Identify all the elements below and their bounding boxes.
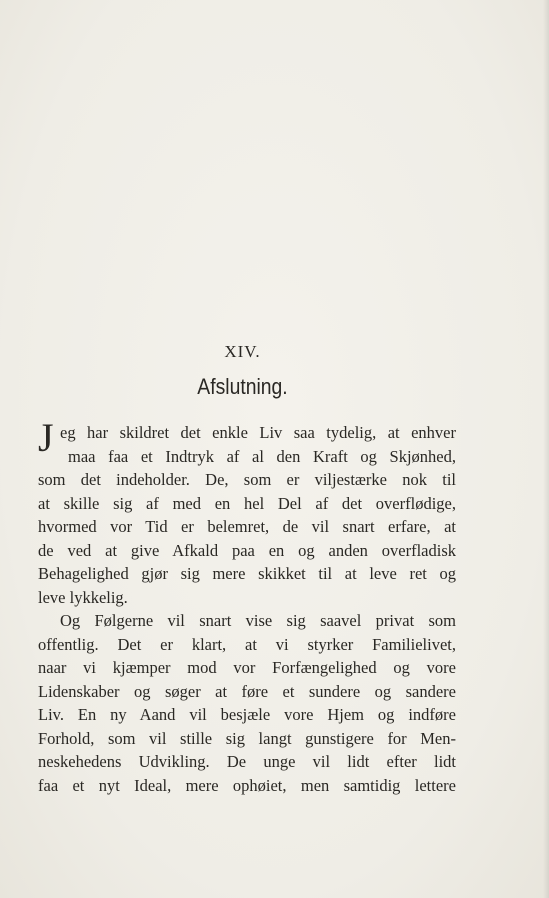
text-line: som det indeholder. De, som er viljestærke nok til — [38, 470, 456, 489]
text-line: eg har skildret det enkle Liv saa tydelig, at enhver — [60, 423, 456, 442]
page-edge-shadow — [543, 0, 549, 898]
text-line: Forhold, som vil stille sig langt gunstigere for Men- — [38, 728, 456, 748]
text-line: de ved at give Afkald paa en og anden overfladisk — [38, 540, 456, 560]
body-text — [38, 421, 456, 797]
text-line: hvormed vor Tid er belemret, de vil snart erfare, at — [38, 517, 456, 536]
text-line: Og Følgerne vil snart vise sig saavel privat som — [60, 611, 456, 630]
text-line: at skille sig af med en hel Del af det overflødige, — [38, 493, 456, 513]
text-line: naar vi kjæmper mod vor Forfængelighed og vore — [38, 658, 456, 677]
text-line: faa et nyt Ideal, mere ophøiet, men samtidig lettere — [38, 775, 456, 795]
text-line: offentlig. Det er klart, at vi styrker Familielivet, — [38, 634, 456, 654]
chapter-number: XIV. — [224, 342, 261, 361]
drop-cap: J — [38, 415, 54, 460]
text-line: Liv. En ny Aand vil besjæle vore Hjem og indføre — [38, 705, 456, 724]
text-line: Lidenskaber og søger at føre et sundere og sandere — [38, 681, 456, 701]
text-line: leve lykkelig. — [38, 587, 128, 607]
text-line: neskehedens Udvikling. De unge vil lidt efter lidt — [38, 752, 456, 771]
text-line: maa faa et Indtryk af al den Kraft og Skjønhed, — [68, 446, 456, 466]
text-line: Behagelighed gjør sig mere skikket til at leve ret og — [38, 564, 456, 583]
chapter-title: Afslutning. — [197, 374, 288, 399]
